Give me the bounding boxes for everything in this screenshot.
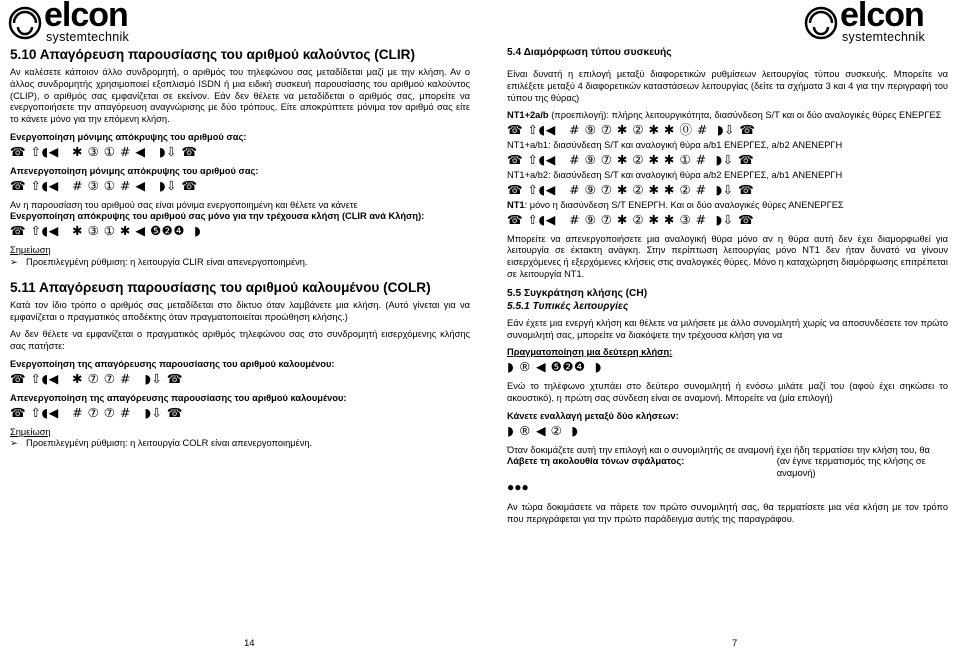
note-2-title: Σημείωση	[10, 426, 51, 437]
error-tone-row	[507, 456, 948, 480]
section-5-4-title: 5.4 Διαμόρφωση τύπου συσκευής	[507, 47, 672, 58]
error-tone-dots: ●●●	[507, 479, 529, 494]
note-2-item	[10, 438, 470, 450]
swap-calls-note: Όταν δοκιμάζετε αυτή την επιλογή και ο συνομιλητής σε αναμονή έχει ήδη τερματίσει την κλήση του, θα	[507, 444, 930, 455]
clir-once-intro: Αν η παρουσίαση του αριθμού σας είναι μόνιμα ενεργοποιημένη και θέλετε να κάνετε	[10, 199, 358, 210]
swap-calls-label: Κάνετε εναλλαγή μεταξύ δύο κλήσεων:	[507, 410, 679, 421]
clir-once-label: Ενεργοποίηση απόκρυψης του αριθμού σας μόνο για την τρέχουσα κλήση (CLIR ανά Κλήση):	[10, 211, 425, 222]
elcon-logo-mark-icon	[8, 6, 42, 40]
note-1-text: Προεπιλεγμένη ρύθμιση: η λειτουργία CLIR είναι απενεργοποιημένη.	[26, 256, 308, 267]
right-page	[480, 0, 960, 653]
error-tone-label: Λάβετε τη ακολουθία τόνων σφάλματος:	[507, 456, 685, 467]
note-2-text: Προεπιλεγμένη ρύθμιση: η λειτουργία COLR είναι απενεργοποιημένη.	[26, 438, 313, 449]
colr-on-label: Ενεργοποίηση της απαγόρευσης παρουσίασης του αριθμού καλουμένου:	[10, 358, 335, 369]
call-hold-explain: Ενώ το τηλέφωνο χτυπάει στο δεύτερο συνομιλητή ή ενόσω μιλάτε μαζί του (αφού έχει σηκώσει το ακουστικό), η πρώτη σας σύνδεση είναι σε αναμονή. Μπορείτε να (μία επιλογή)	[507, 381, 948, 403]
mode-nt1-ab1-sequence: ☎ ⇧◖◀ # ⑨ ⑦ ✱ ② ✱ ✱ ① # ◗⇩ ☎	[507, 151, 755, 167]
clir-intro: Αν καλέσετε κάποιον άλλο συνδρομητή, ο αριθμός του τηλεφώνου σας μεταδίδεται μαζί με την κλήση. Αν ο άλλος συνδρομητής χρησιμοποιεί εξοπλισμό ISDN ή μια ειδική συσκευή παρουσίασης του αριθμού καλούντος (CLIP), ο αριθμός σας εμφανίζεται σε εκείνον. Εάν δεν θέλετε να μεταδίδεται ο αριθμός σας, μπορείτε να ενεργοποιήσετε την απαγόρευση αναγνώρισης με δύο τρόπους. Είτε αποκρύπτετε μόνιμα τον αριθμό σας είτε το κάνετε μόνο για την επόμενη κλήση.	[10, 67, 470, 125]
mode-nt1-ab2	[507, 170, 948, 182]
second-call-label: Πραγματοποίηση μια δεύτερη κλήση:	[507, 347, 673, 358]
note-1-item	[10, 257, 470, 269]
swap-calls-sequence: ◗ ® ◀ ② ◗	[507, 422, 579, 438]
arrow-bullet-icon: ➢	[10, 256, 18, 267]
clir-perm-on-label: Ενεργοποίηση μόνιμης απόκρυψης του αριθμού σας:	[10, 131, 247, 142]
mode-nt1-text: : μόνο η διασύνδεση S/T ΕΝΕΡΓΗ. Και οι δύο αναλογικές θύρες ΑΝΕΝΕΡΓΕΣ	[524, 199, 844, 210]
colr-on-sequence: ☎ ⇧◖◀ ✱ ⑦ ⑦ # ◗⇩ ☎	[10, 370, 183, 386]
device-type-note: Μπορείτε να απενεργοποιήσετε μια αναλογική θύρα μόνο αν η θύρα αυτή δεν έχει διαμορφωθεί για λειτουργία σε έκτακτη ανάγκη. Στην περίπτωση λειτουργίας μόνο NT1 δεν ήταν δυνατό να γίνουν εισερχόμενες ή εξερχόμενες κλήσεις στις αναλογικές θύρες. Μόνο η καταχώρηση διαμόρφωσης επιτρέπεται σε λειτουργία NT1.	[507, 233, 948, 279]
section-5-5-title: 5.5 Συγκράτηση κλήσης (CH)	[507, 287, 648, 299]
right-column	[507, 46, 948, 532]
elcon-logo-mark-icon	[804, 6, 838, 40]
mode-nt1-ab1-text: : διασύνδεση S/T και αναλογική θύρα a/b1 ΕΝΕΡΓΕΣ, a/b2 ΑΝΕΝΕΡΓΗ	[548, 140, 843, 151]
mode-nt1-2ab-label: NT1+2a/b	[507, 110, 549, 121]
section-5-5-1-title: 5.5.1 Τυπικές λειτουργίες	[507, 300, 629, 312]
logo-wordmark: elcon	[840, 0, 924, 34]
mode-nt1-ab1-label: NT1+a/b1	[507, 140, 549, 151]
logo-wordmark: elcon	[44, 0, 128, 34]
note-2-list	[10, 438, 470, 450]
clir-perm-off-label: Απενεργοποίηση μόνιμης απόκρυψης του αριθμού σας:	[10, 165, 259, 176]
arrow-bullet-icon: ➢	[10, 438, 18, 449]
clir-perm-on-sequence: ☎ ⇧◖◀ ✱ ③ ① # ◀ ◗⇩ ☎	[10, 143, 198, 159]
elcon-logo	[8, 0, 158, 44]
error-tone-text: (αν έγινε τερματισμός της κλήσης σε αναμονή)	[776, 456, 926, 479]
note-1-title: Σημείωση	[10, 245, 51, 256]
note-1-list	[10, 257, 470, 269]
device-type-intro: Είναι δυνατή η επιλογή μεταξύ διαφορετικών ρυθμίσεων λειτουργίας τύπου συσκευής. Μπορείτε να επιλέξετε μεταξύ 4 διαφορετικών καταστάσεων λειτουργίας (δείτε τα σχήματα 3 και 4 για την περιγραφή του τύπου της θύρας)	[507, 69, 948, 103]
colr-intro-1: Κατά τον ίδιο τρόπο ο αριθμός σας μεταδίδεται στο δίκτυο όταν λαμβάνετε μια κλήση. (Αυτό γίνεται για να εμφανίζεται ο πραγματικός αποδέκτης όταν πραγματοποιείται προώθηση κλήσης.)	[10, 299, 470, 322]
mode-nt1	[507, 200, 948, 212]
mode-nt1-label: NT1	[507, 199, 525, 210]
colr-intro-2: Αν δεν θέλετε να εμφανίζεται ο πραγματικός αριθμός τηλεφώνου σας στο συνδρομητή εισερχόμενης κλήσης σας πατήστε:	[10, 329, 470, 352]
second-call-sequence: ◗ ® ◀ ❺❷❹ ◗	[507, 359, 602, 375]
call-hold-intro: Εάν έχετε μια ενεργή κλήση και θέλετε να μιλήσετε με άλλο συνομιλητή χωρίς να αποσυνδέσετε τον πρώτο συνομιλητή σας, μπορείτε να διακόψετε την τρέχουσα κλήση για να	[507, 317, 948, 340]
mode-nt1-2ab-sequence: ☎ ⇧◖◀ # ⑨ ⑦ ✱ ② ✱ ✱ ⓪ # ◗⇩ ☎	[507, 122, 756, 138]
mode-nt1-2ab	[507, 110, 948, 122]
mode-nt1-ab2-text: : διασύνδεση S/T και αναλογική θύρα a/b2 ΕΝΕΡΓΕΣ, a/b1 ΑΝΕΝΕΡΓΗ	[548, 169, 843, 180]
section-5-10-title: 5.10 Απαγόρευση παρουσίασης του αριθμού καλούντος (CLIR)	[10, 47, 415, 62]
elcon-logo	[804, 0, 954, 44]
mode-nt1-sequence: ☎ ⇧◖◀ # ⑨ ⑦ ✱ ② ✱ ✱ ③ # ◗⇩ ☎	[507, 211, 755, 227]
clir-once-sequence: ☎ ⇧◖◀ ✱ ③ ① ✱ ◀ ❺❷❹ ◗	[10, 223, 202, 239]
page-number-left: 14	[244, 638, 255, 649]
clir-perm-off-sequence: ☎ ⇧◖◀ # ③ ① # ◀ ◗⇩ ☎	[10, 177, 198, 193]
colr-off-sequence: ☎ ⇧◖◀ # ⑦ ⑦ # ◗⇩ ☎	[10, 404, 183, 420]
left-column	[10, 46, 470, 456]
colr-off-label: Απενεργοποίηση της απαγόρευσης παρουσίασης του αριθμού καλουμένου:	[10, 392, 347, 403]
mode-nt1-2ab-text: (προεπιλογή): πλήρης λειτουργικότητα, διασύνδεση S/T και οι δύο αναλογικές θύρες ΕΝΕΡΓΕΣ	[548, 110, 942, 121]
mode-nt1-ab2-sequence: ☎ ⇧◖◀ # ⑨ ⑦ ✱ ② ✱ ✱ ② # ◗⇩ ☎	[507, 181, 755, 197]
section-5-11-title: 5.11 Απαγόρευση παρουσίασης του αριθμού καλουμένου (COLR)	[10, 279, 431, 295]
mode-nt1-ab1	[507, 140, 948, 152]
logo-subtitle: systemtechnik	[842, 30, 926, 44]
logo-subtitle: systemtechnik	[46, 30, 130, 44]
page-number-right: 7	[732, 638, 738, 649]
call-hold-final: Αν τώρα δοκιμάσετε να πάρετε τον πρώτο συνομιλητή σας, θα τερματίσετε μια νέα κλήση με τον τρόπο που περιγράφεται για την πρώτο παράδειγμα αυτής της παραγράφου.	[507, 501, 948, 524]
mode-nt1-ab2-label: NT1+a/b2	[507, 169, 549, 180]
